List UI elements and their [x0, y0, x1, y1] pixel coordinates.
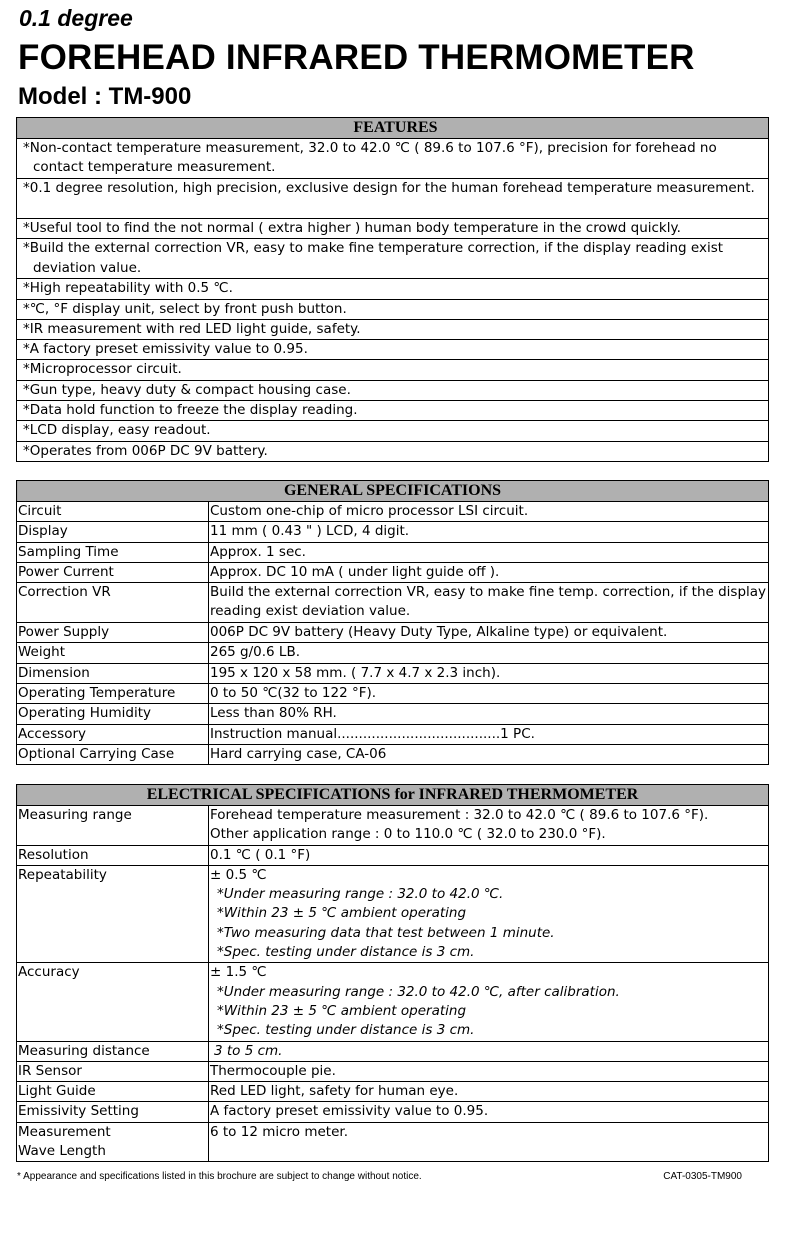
table-row: [17, 865, 769, 962]
spec-value: Hard carrying case, CA-06: [209, 744, 769, 764]
feature-item: *LCD display, easy readout.: [17, 421, 769, 441]
features-title: FEATURES: [17, 118, 769, 139]
repeatability-note: *Within 23 ± 5 ℃ ambient operating: [217, 905, 467, 922]
spec-label: Power Supply: [17, 623, 209, 643]
spec-label: Operating Humidity: [17, 704, 209, 724]
spec-label: Measuring range: [17, 806, 209, 846]
table-row: [17, 744, 769, 764]
feature-item: *Data hold function to freeze the display reading.: [17, 401, 769, 421]
feature-item: *Non-contact temperature measurement, 32.0 to 42.0 ℃ ( 89.6 to 107.6 °F), precision for forehead no contact temperature measurement.: [17, 139, 769, 179]
table-row: [17, 522, 769, 542]
spec-label: Resolution: [17, 845, 209, 865]
spec-value: 6 to 12 micro meter.: [209, 1122, 769, 1162]
spec-value: [209, 963, 769, 1041]
table-row: [17, 684, 769, 704]
table-row: [17, 1122, 769, 1162]
spec-label: Optional Carrying Case: [17, 744, 209, 764]
feature-item: *A factory preset emissivity value to 0.95.: [17, 340, 769, 360]
table-row: [17, 1102, 769, 1122]
spec-label: Power Current: [17, 562, 209, 582]
features-table: [16, 117, 769, 462]
spec-value: 195 x 120 x 58 mm. ( 7.7 x 4.7 x 2.3 inch).: [209, 663, 769, 683]
table-row: [17, 1082, 769, 1102]
spec-value: Approx. 1 sec.: [209, 542, 769, 562]
table-row: [17, 643, 769, 663]
spec-value: Approx. DC 10 mA ( under light guide off ).: [209, 562, 769, 582]
spec-label: Measuring distance: [17, 1041, 209, 1061]
footnote: * Appearance and specifications listed in this brochure are subject to change without notice.: [17, 1171, 422, 1182]
spec-value: Custom one-chip of micro processor LSI circuit.: [209, 502, 769, 522]
distance-value: 3 to 5 cm.: [214, 1042, 283, 1059]
repeatability-note: *Two measuring data that test between 1 minute.: [217, 924, 555, 941]
table-row: [17, 502, 769, 522]
spec-label: Operating Temperature: [17, 684, 209, 704]
spec-value: 11 mm ( 0.43 " ) LCD, 4 digit.: [209, 522, 769, 542]
spec-value: A factory preset emissivity value to 0.95.: [209, 1102, 769, 1122]
feature-item: *Useful tool to find the not normal ( extra higher ) human body temperature in the crowd quickly.: [17, 219, 769, 239]
accuracy-note: *Within 23 ± 5 ℃ ambient operating: [217, 1002, 467, 1019]
general-specs-table: [16, 480, 769, 765]
spec-label: [17, 1122, 209, 1162]
table-row: [17, 845, 769, 865]
spec-label: Emissivity Setting: [17, 1102, 209, 1122]
accuracy-main: ± 1.5 ℃: [210, 964, 267, 981]
table-row: [17, 583, 769, 623]
spec-label: Weight: [17, 643, 209, 663]
repeatability-main: ± 0.5 ℃: [210, 866, 267, 883]
table-row: [17, 963, 769, 1041]
spec-value: [209, 806, 769, 846]
spec-value: Thermocouple pie.: [209, 1061, 769, 1081]
spec-value: 0.1 ℃ ( 0.1 °F): [209, 845, 769, 865]
spec-value: Red LED light, safety for human eye.: [209, 1082, 769, 1102]
accuracy-note: *Under measuring range : 32.0 to 42.0 ℃, after calibration.: [217, 983, 620, 1000]
spec-label: Circuit: [17, 502, 209, 522]
table-row: [17, 724, 769, 744]
spec-value: Build the external correction VR, easy to make fine temp. correction, if the display reading exist deviation value.: [209, 583, 769, 623]
spec-label: Accessory: [17, 724, 209, 744]
table-row: [17, 542, 769, 562]
general-specs-title: GENERAL SPECIFICATIONS: [17, 481, 769, 502]
feature-item: *IR measurement with red LED light guide, safety.: [17, 319, 769, 339]
spec-label: Correction VR: [17, 583, 209, 623]
feature-item: *Build the external correction VR, easy to make fine temperature correction, if the display reading exist deviation value.: [17, 239, 769, 279]
table-row: [17, 1061, 769, 1081]
spec-label: Sampling Time: [17, 542, 209, 562]
range-line: Other application range : 0 to 110.0 ℃ ( 32.0 to 230.0 °F).: [210, 826, 606, 843]
range-line: Forehead temperature measurement : 32.0 to 42.0 ℃ ( 89.6 to 107.6 °F).: [210, 807, 709, 823]
table-row: [17, 704, 769, 724]
repeatability-note: *Under measuring range : 32.0 to 42.0 ℃.: [217, 886, 504, 903]
wavelength-label-line: Wave Length: [18, 1143, 106, 1160]
feature-item: *Operates from 006P DC 9V battery.: [17, 441, 769, 461]
feature-item: *Gun type, heavy duty & compact housing case.: [17, 380, 769, 400]
spec-value: 006P DC 9V battery (Heavy Duty Type, Alkaline type) or equivalent.: [209, 623, 769, 643]
spec-label: Display: [17, 522, 209, 542]
table-row: [17, 663, 769, 683]
page-title: FOREHEAD INFRARED THERMOMETER: [18, 38, 695, 77]
spec-value: Less than 80% RH.: [209, 704, 769, 724]
table-row: [17, 623, 769, 643]
feature-item: *℃, °F display unit, select by front push button.: [17, 299, 769, 319]
electrical-specs-title: ELECTRICAL SPECIFICATIONS for INFRARED THERMOMETER: [17, 785, 769, 806]
spec-label: Repeatability: [17, 865, 209, 962]
spec-value: 0 to 50 ℃(32 to 122 °F).: [209, 684, 769, 704]
feature-item: *Microprocessor circuit.: [17, 360, 769, 380]
table-row: [17, 562, 769, 582]
feature-item: *High repeatability with 0.5 ℃.: [17, 279, 769, 299]
spec-label: IR Sensor: [17, 1061, 209, 1081]
header-subtitle: 0.1 degree: [19, 5, 133, 31]
spec-label: Accuracy: [17, 963, 209, 1041]
electrical-specs-table: [16, 784, 769, 1162]
repeatability-note: *Spec. testing under distance is 3 cm.: [217, 944, 475, 961]
spec-label: Dimension: [17, 663, 209, 683]
catalog-code: CAT-0305-TM900: [663, 1171, 742, 1182]
spec-label: Light Guide: [17, 1082, 209, 1102]
accuracy-note: *Spec. testing under distance is 3 cm.: [217, 1022, 475, 1039]
spec-value: [209, 1041, 769, 1061]
model-label: Model : TM-900: [18, 83, 192, 110]
table-row: [17, 1041, 769, 1061]
spec-value: 265 g/0.6 LB.: [209, 643, 769, 663]
feature-item: *0.1 degree resolution, high precision, exclusive design for the human forehead temperature measurement.: [17, 179, 769, 219]
spec-value: [209, 865, 769, 962]
spec-value: Instruction manual......................................1 PC.: [209, 724, 769, 744]
wavelength-label-line: Measurement: [18, 1123, 111, 1140]
table-row: [17, 806, 769, 846]
